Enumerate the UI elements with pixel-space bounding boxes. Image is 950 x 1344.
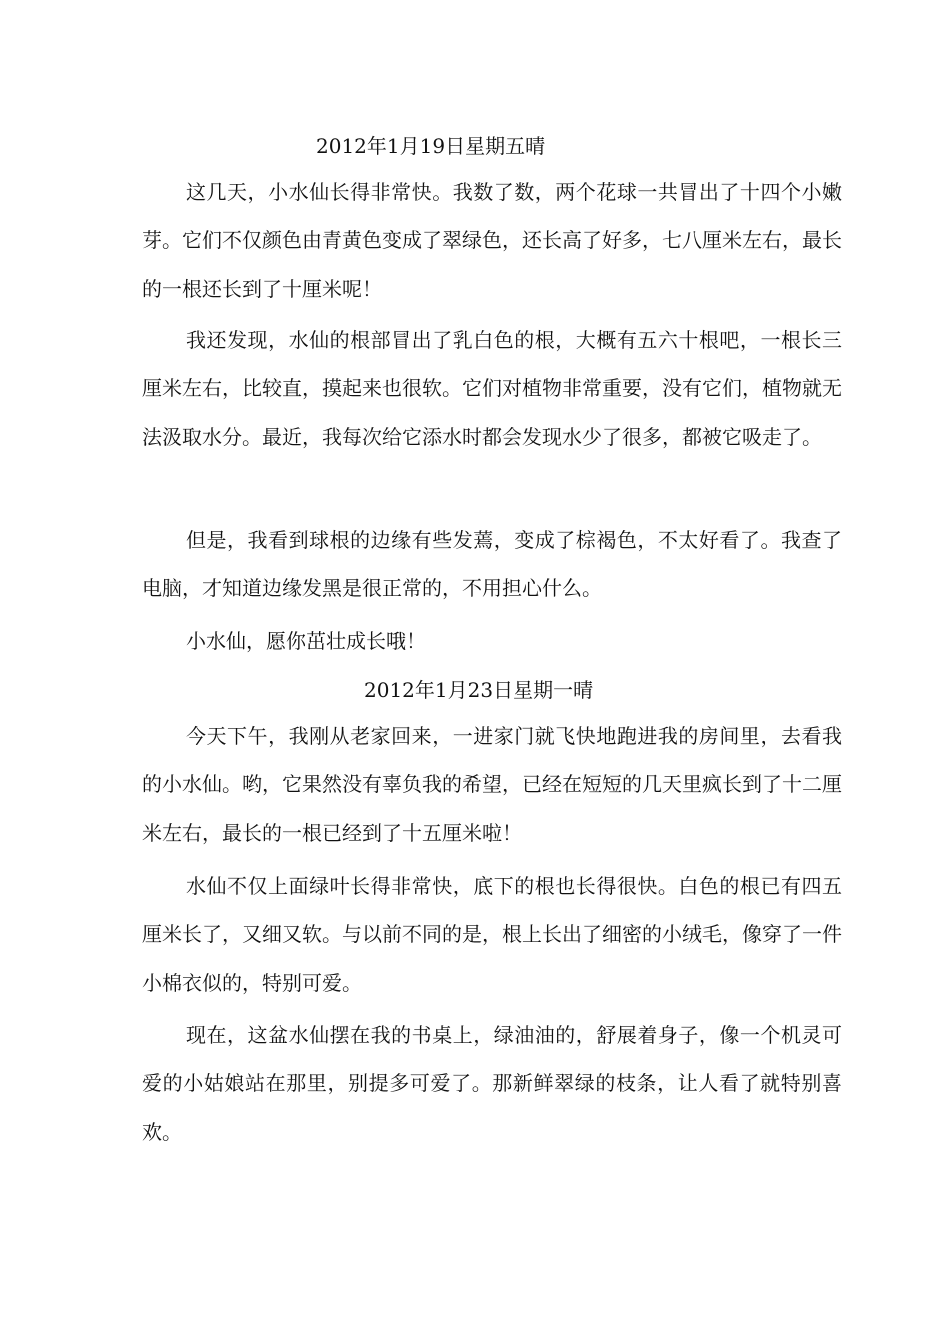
- entry-date-heading: 2012年1月19日星期五晴: [316, 134, 546, 158]
- diary-paragraph: 今天下午，我刚从老家回来，一进家门就飞快地跑进我的房间里，去看我的小水仙。哟，它果然没有辜负我的希望，已经在短短的几天里疯长到了十二厘米左右，最长的一根已经到了十五厘米啦！: [142, 724, 842, 845]
- diary-paragraph: 水仙不仅上面绿叶长得非常快，底下的根也长得很快。白色的根已有四五厘米长了，又细又软。与以前不同的是，根上长出了细密的小绒毛，像穿了一件小棉衣似的，特别可爱。: [142, 874, 842, 995]
- diary-paragraph: 我还发现，水仙的根部冒出了乳白色的根，大概有五六十根吧，一根长三厘米左右，比较直，摸起来也很软。它们对植物非常重要，没有它们，植物就无法汲取水分。最近，我每次给它添水时都会发现水少了很多，都被它吸走了。: [142, 328, 842, 449]
- diary-paragraph: 这几天，小水仙长得非常快。我数了数，两个花球一共冒出了十四个小嫩芽。它们不仅颜色由青黄色变成了翠绿色，还长高了好多，七八厘米左右，最长的一根还长到了十厘米呢！: [142, 180, 842, 301]
- diary-paragraph: 但是，我看到球根的边缘有些发蔫，变成了棕褐色，不太好看了。我查了电脑，才知道边缘发黑是很正常的，不用担心什么。: [142, 528, 842, 601]
- entry-date-heading: 2012年1月23日星期一晴: [364, 678, 594, 702]
- diary-paragraph: 小水仙，愿你茁壮成长哦！: [186, 629, 426, 653]
- diary-paragraph: 现在，这盆水仙摆在我的书桌上，绿油油的，舒展着身子，像一个机灵可爱的小姑娘站在那里，别提多可爱了。那新鲜翠绿的枝条，让人看了就特别喜欢。: [142, 1023, 842, 1144]
